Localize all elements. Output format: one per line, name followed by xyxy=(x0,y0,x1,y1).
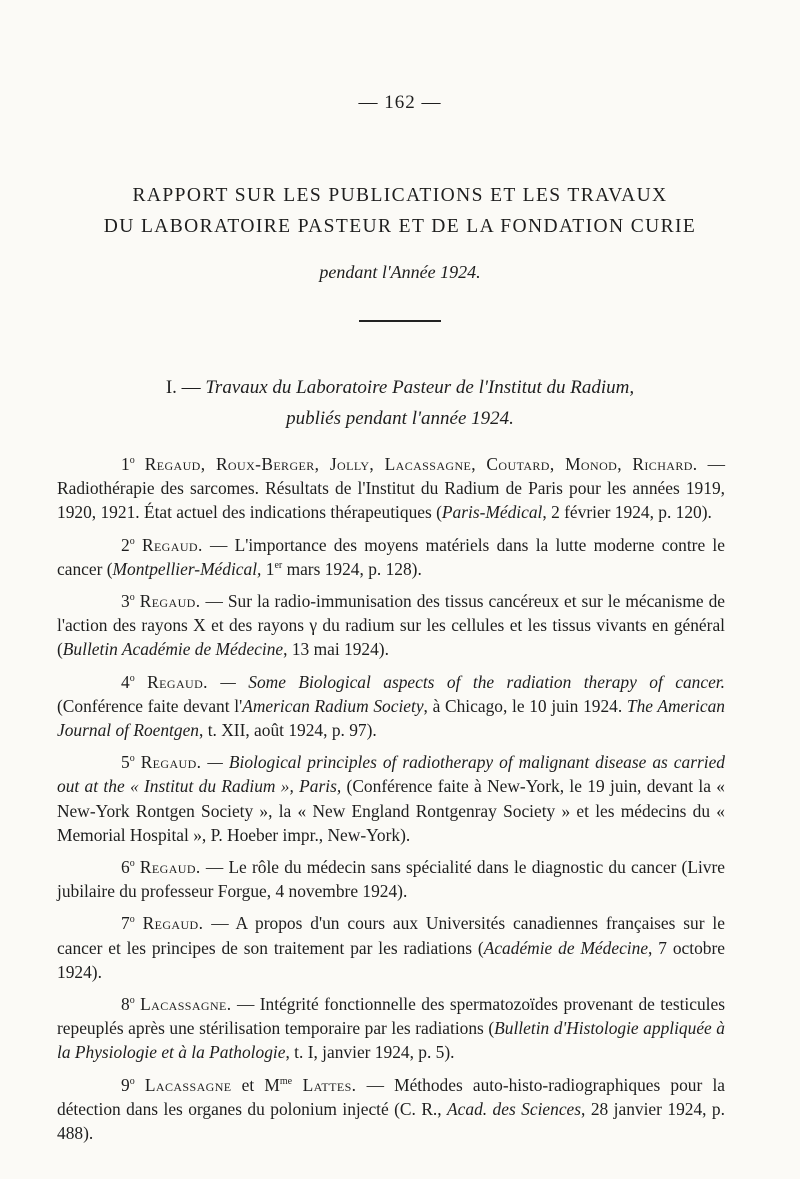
entry-number: 4 xyxy=(121,671,130,692)
entry-authors-2: Lattes. xyxy=(292,1074,357,1095)
section-heading xyxy=(70,373,730,435)
title-line-1: RAPPORT SUR LES PUBLICATIONS ET LES TRAVAUX xyxy=(132,185,668,206)
entry-text: (Conférence faite à New-York, le 19 juin, devant la « New-York Rontgen Society », la « New England Rontgenray Society » et les médecins du « Memorial Hospital », P. Hoeber impr., New-York). xyxy=(57,776,725,845)
title-line-2: DU LABORATOIRE PASTEUR ET DE LA FONDATION CURIE xyxy=(103,216,697,238)
entry-number: 3 xyxy=(121,591,130,612)
entry-journal: American Radium Society xyxy=(242,695,424,716)
entry-text: — L'importance des moyens matériels dans la lutte moderne contre le cancer ( xyxy=(57,534,725,579)
section-prefix: I. — xyxy=(165,377,201,398)
entry-text: — Intégrité fonctionnelle des spermatozoïdes provenant de testicules repeuplés après une stérilisation temporaire par les radiations ( xyxy=(57,994,725,1039)
entry-journal: Académie de Médecine xyxy=(483,937,649,958)
list-item: 2$^o$ Regaud. — L'importance des moyens matériels dans la lutte moderne contre le cancer (Montpellier-Médical, 1er mars 1924, p. 128). xyxy=(57,534,725,579)
entry-number: 8 xyxy=(121,994,130,1015)
entry-text-mid: , à Chicago, le 10 juin 1924. xyxy=(423,695,627,716)
entry-sup: me xyxy=(279,1075,293,1087)
entry-number: 2 xyxy=(121,534,130,555)
entry-journal: Paris-Médical xyxy=(441,502,543,523)
entry-authors: Regaud. xyxy=(139,857,201,878)
entry-journal: Acad. des Sciences xyxy=(447,1098,582,1119)
publication-list xyxy=(57,452,725,1153)
title-subtitle: pendant l'Année 1924. xyxy=(319,262,481,282)
entry-text-end: , t. XII, août 1924, p. 97). xyxy=(199,720,377,741)
page-number: — 162 — xyxy=(358,92,442,113)
entry-text: — Radiothérapie des sarcomes. Résultats de l'Institut du Radium de Paris pour les années 1919, 1920, 1921. État actuel des indications thérapeutiques ( xyxy=(57,454,725,523)
entry-journal: Montpellier-Médical, xyxy=(112,558,262,579)
entry-text-end: , 13 mai 1924). xyxy=(283,639,389,660)
list-item: 9$^o$ Lacassagne et $M^{me}$ Lattes. — Méthodes auto-histo-radiographiques pour la détection dans les organes du polonium injecté (C. R., Acad. des Sciences, 28 janvier 1924, p. 488). xyxy=(57,1074,726,1144)
entry-text-end: , 2 février 1924, p. 120). xyxy=(542,502,712,523)
entry-day: 1 xyxy=(261,558,275,579)
list-item: 5$^o$ Regaud. — Biological principles of radiotherapy of malignant disease as carried out at the « Institut du Radium », Paris, (Conférence faite à New-York, le 19 juin, devant la « New-York Rontgen Society », la « New England Rontgenray Society » et les médecins du « Memorial Hospital », P. Hoeber impr., New-York). xyxy=(57,752,725,845)
entry-authors: Regaud. xyxy=(141,534,203,555)
list-item: 3$^o$ Regaud. — Sur la radio-immunisation des tissus cancéreux et sur le mécanisme de l'action des rayons X et des rayons γ du radium sur les cellules et les tissus vivants en général (Bulletin Académie de Médecine, 13 mai 1924). xyxy=(57,591,725,660)
entry-text: — Le rôle du médecin sans spécialité dans le diagnostic du cancer (Livre jubilaire du professeur Forgue, 4 novembre 1924). xyxy=(57,857,725,902)
list-item: 7$^o$ Regaud. — A propos d'un cours aux Universités canadiennes françaises sur le cancer et les principes de son traitement par les radiations (Académie de Médecine, 7 octobre 1924). xyxy=(57,913,725,982)
entry-text: (Conférence faite devant l' xyxy=(57,695,243,716)
list-item: 6$^o$ Regaud. — Le rôle du médecin sans spécialité dans le diagnostic du cancer (Livre jubilaire du professeur Forgue, 4 novembre 1924). xyxy=(57,857,725,902)
report-title xyxy=(60,180,740,242)
entry-author-joiner: et M xyxy=(231,1074,280,1095)
section-heading-line-1: Travaux du Laboratoire Pasteur de l'Institut du Radium, xyxy=(205,377,635,398)
entry-sup: er xyxy=(274,560,283,572)
entry-title-italic: — Some Biological aspects of the radiation therapy of cancer. xyxy=(207,671,725,692)
entry-journal-2: The American Journal of Roentgen xyxy=(57,695,725,741)
entry-number: 6 xyxy=(121,857,130,878)
entry-authors: Lacassagne. xyxy=(140,994,232,1015)
entry-authors: Regaud. xyxy=(142,913,204,934)
list-item: 8$^o$ Lacassagne. — Intégrité fonctionnelle des spermatozoïdes provenant de testicules repeuplés après une stérilisation temporaire par les radiations (Bulletin d'Histologie appliquée à la Physiologie et à la Pathologie, t. I, janvier 1924, p. 5). xyxy=(57,994,725,1063)
entry-journal: Bulletin Académie de Médecine xyxy=(62,639,284,660)
entry-number: 9 xyxy=(121,1074,130,1095)
entry-text-end: , 28 janvier 1924, p. 488). xyxy=(57,1098,725,1144)
entry-journal: Bulletin d'Histologie appliquée à la Physiologie et à la Pathologie xyxy=(57,1018,725,1063)
entry-authors: Regaud, Roux-Berger, Jolly, Lacassagne, Coutard, Monod, Richard. xyxy=(144,454,698,474)
entry-text-end: , 7 octobre 1924). xyxy=(57,937,725,982)
list-item: 1$^o$ Regaud, Roux-Berger, Jolly, Lacassagne, Coutard, Monod, Richard. — Radiothérapie des sarcomes. Résultats de l'Institut du Radium de Paris pour les années 1919, 1920, 1921. État actuel des indications thérapeutiques (Paris-Médical, 2 février 1924, p. 120). xyxy=(57,454,725,523)
list-item: 4$^o$ Regaud. — Some Biological aspects of the radiation therapy of cancer. (Conférence faite devant l'American Radium Society, à Chicago, le 10 juin 1924. The American Journal of Roentgen, t. XII, août 1924, p. 97). xyxy=(57,671,725,741)
entry-number: 7 xyxy=(121,913,130,934)
entry-authors: Regaud. xyxy=(140,752,202,773)
entry-text-end: , t. I, janvier 1924, p. 5). xyxy=(285,1042,455,1063)
entry-authors: Regaud. xyxy=(139,591,201,612)
entry-text: — A propos d'un cours aux Universités canadiennes françaises sur le cancer et les principes de son traitement par les radiations ( xyxy=(57,913,725,958)
entry-title-italic: — Biological principles of radiotherapy of malignant disease as carried out at the « Institut du Radium », Paris, xyxy=(57,752,725,797)
entry-number: 1 xyxy=(121,454,130,474)
entry-authors: Lacassagne xyxy=(144,1074,232,1095)
entry-number: 5 xyxy=(121,752,130,773)
section-heading-line-2: publiés pendant l'année 1924. xyxy=(286,407,514,429)
entry-authors: Regaud. xyxy=(147,671,208,692)
entry-text-end: mars 1924, p. 128). xyxy=(282,558,422,579)
entry-text: — Sur la radio-immunisation des tissus cancéreux et sur le mécanisme de l'action des rayons X et des rayons γ du radium sur les cellules et les tissus vivants en général ( xyxy=(57,591,725,660)
entry-text: — Méthodes auto-histo-radiographiques pour la détection dans les organes du polonium injecté (C. R., xyxy=(57,1074,726,1119)
divider-rule xyxy=(359,320,441,322)
